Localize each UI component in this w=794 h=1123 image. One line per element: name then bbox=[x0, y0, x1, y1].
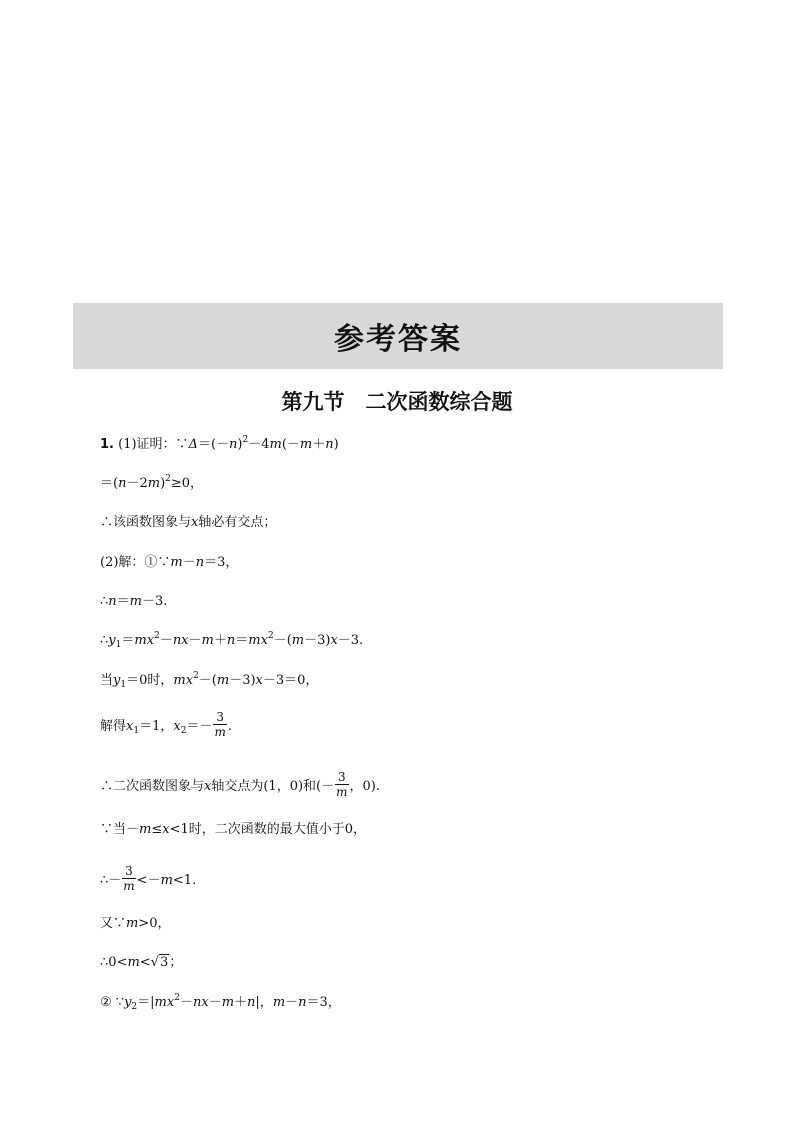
exponent: 2 bbox=[193, 671, 199, 681]
subscript: 2 bbox=[131, 1002, 138, 1012]
text: >0， bbox=[138, 916, 171, 931]
math-var: y bbox=[124, 995, 132, 1010]
solution-line-6 bbox=[100, 631, 363, 651]
math-var: m bbox=[201, 633, 214, 648]
text: －2 bbox=[126, 476, 148, 491]
math-var: x bbox=[191, 515, 199, 530]
text: ＝3， bbox=[306, 995, 341, 1010]
text: ∴该函数图象与 bbox=[100, 515, 192, 530]
text: ∴－ bbox=[100, 873, 122, 888]
math-var: m bbox=[170, 555, 183, 570]
math-var: m bbox=[139, 822, 152, 837]
fraction-denominator: m bbox=[214, 725, 226, 739]
text: ) bbox=[160, 476, 166, 491]
text: ∴ bbox=[100, 633, 109, 648]
text: . bbox=[227, 719, 232, 734]
math-var: n bbox=[247, 995, 256, 1010]
text: ∴0< bbox=[100, 955, 128, 970]
text: (2)解：①∵ bbox=[100, 555, 171, 570]
math-var: m bbox=[221, 995, 235, 1010]
text: －3. bbox=[142, 594, 168, 609]
text: 轴交点为(1，0)和(－ bbox=[211, 779, 335, 794]
text: ＝( bbox=[100, 476, 119, 491]
problem-number: 1. bbox=[100, 437, 114, 452]
subscript: 1 bbox=[120, 680, 127, 690]
math-var: mx bbox=[248, 633, 268, 648]
fraction-numerator: 3 bbox=[122, 864, 135, 879]
text: |， bbox=[255, 995, 273, 1010]
subscript: 1 bbox=[115, 640, 122, 650]
text: － bbox=[159, 633, 173, 648]
text: －( bbox=[273, 633, 292, 648]
text: －4 bbox=[248, 437, 270, 452]
text: －3) bbox=[229, 673, 256, 688]
text: ＝ bbox=[235, 633, 249, 648]
text: ＋ bbox=[213, 633, 227, 648]
solution-line-13 bbox=[100, 953, 182, 973]
text: <－ bbox=[136, 873, 161, 888]
text: (1)证明：∵ bbox=[113, 437, 189, 452]
math-var: m bbox=[126, 916, 139, 931]
solution-line-14 bbox=[100, 993, 341, 1013]
text: ＝ bbox=[121, 633, 135, 648]
math-var: x bbox=[162, 822, 170, 837]
math-var: m bbox=[272, 995, 286, 1010]
text: 轴必有交点； bbox=[198, 515, 277, 530]
math-var: n bbox=[108, 594, 117, 609]
math-var: x bbox=[330, 633, 338, 648]
math-var: x bbox=[126, 719, 134, 734]
text: － bbox=[179, 995, 193, 1010]
math-var: n bbox=[226, 633, 236, 648]
section-title: 第九节 二次函数综合题 bbox=[281, 390, 513, 414]
text: ＝3， bbox=[204, 555, 239, 570]
exponent: 2 bbox=[242, 435, 249, 445]
math-var: n bbox=[195, 555, 205, 570]
text: < bbox=[139, 955, 151, 970]
solution-line-4 bbox=[100, 553, 238, 573]
math-var: m bbox=[299, 437, 313, 452]
fraction-numerator: 3 bbox=[335, 770, 348, 785]
banner-title: 参考答案 bbox=[334, 322, 462, 357]
text: ＝－ bbox=[186, 719, 213, 734]
exponent: 2 bbox=[154, 631, 160, 641]
fraction-denominator: m bbox=[336, 785, 348, 799]
radical-sign: √ bbox=[150, 955, 159, 970]
text: ； bbox=[169, 955, 183, 970]
text: － bbox=[285, 995, 299, 1010]
math-var: x bbox=[173, 719, 181, 734]
math-var: y bbox=[113, 673, 121, 688]
math-var: x bbox=[255, 673, 263, 688]
text: ∴二次函数图象与 bbox=[100, 779, 205, 794]
subscript: 1 bbox=[133, 726, 140, 736]
text: <1. bbox=[172, 873, 197, 888]
math-var: n bbox=[118, 476, 127, 491]
text: －3＝0， bbox=[262, 673, 319, 688]
math-var: m bbox=[291, 633, 305, 648]
fraction-numerator: 3 bbox=[213, 710, 226, 725]
exponent: 2 bbox=[267, 631, 274, 641]
solution-line-7 bbox=[100, 671, 318, 691]
text: ) bbox=[237, 437, 243, 452]
text: 又∵ bbox=[100, 916, 127, 931]
exponent: 2 bbox=[174, 993, 180, 1003]
solution-line-2 bbox=[100, 474, 203, 494]
solution-line-3 bbox=[100, 513, 276, 533]
text: ＝0时， bbox=[126, 673, 174, 688]
math-var: nx bbox=[172, 633, 189, 648]
math-var: y bbox=[108, 633, 116, 648]
text: ∵当－ bbox=[100, 822, 140, 837]
math-var: mx bbox=[173, 673, 194, 688]
text: <1时，二次函数的最大值小于0， bbox=[169, 822, 367, 837]
text: ② ∵ bbox=[100, 995, 125, 1010]
math-var: m bbox=[160, 873, 173, 888]
text: －3) bbox=[304, 633, 331, 648]
text: ＋ bbox=[312, 437, 326, 452]
fraction bbox=[213, 710, 226, 739]
math-var: n bbox=[229, 437, 238, 452]
solution-line-11 bbox=[100, 866, 196, 895]
math-var: Δ bbox=[188, 437, 198, 452]
solution-line-9 bbox=[100, 772, 380, 801]
math-var: mx bbox=[134, 633, 155, 648]
square-root bbox=[151, 953, 170, 973]
math-var: m bbox=[216, 673, 230, 688]
text: ＝ bbox=[116, 594, 130, 609]
answer-banner bbox=[73, 303, 723, 369]
text: －3. bbox=[337, 633, 364, 648]
text: ，0). bbox=[349, 779, 380, 794]
text: － bbox=[208, 995, 222, 1010]
exponent: 2 bbox=[165, 474, 171, 484]
math-var: nx bbox=[192, 995, 209, 1010]
text: ＝(－ bbox=[197, 437, 230, 452]
math-var: m bbox=[129, 594, 142, 609]
subscript: 2 bbox=[180, 726, 187, 736]
text: － bbox=[182, 555, 196, 570]
math-var: m bbox=[269, 437, 282, 452]
text: ∴ bbox=[100, 594, 109, 609]
text: ＋ bbox=[234, 995, 248, 1010]
math-var: n bbox=[325, 437, 334, 452]
solution-line-10 bbox=[100, 820, 366, 840]
text: ＝| bbox=[137, 995, 155, 1010]
math-var: m bbox=[147, 476, 161, 491]
math-var: mx bbox=[154, 995, 175, 1010]
text: －( bbox=[198, 673, 217, 688]
text: ≥0， bbox=[170, 476, 204, 491]
solution-line-8 bbox=[100, 712, 232, 741]
math-var: m bbox=[127, 955, 140, 970]
text: (－ bbox=[281, 437, 300, 452]
fraction-denominator: m bbox=[123, 879, 135, 893]
fraction bbox=[335, 770, 348, 799]
solution-line-5 bbox=[100, 592, 167, 612]
text: ≤ bbox=[151, 822, 163, 837]
text: 当 bbox=[100, 673, 114, 688]
math-var: x bbox=[204, 779, 212, 794]
text: 解得 bbox=[100, 719, 127, 734]
text: ＝1， bbox=[139, 719, 174, 734]
math-var: n bbox=[298, 995, 307, 1010]
radicand: 3 bbox=[159, 955, 169, 970]
text: ) bbox=[333, 437, 339, 452]
text: － bbox=[188, 633, 202, 648]
solution-line-1 bbox=[100, 435, 339, 455]
solution-line-12 bbox=[100, 914, 171, 934]
fraction bbox=[122, 864, 135, 893]
